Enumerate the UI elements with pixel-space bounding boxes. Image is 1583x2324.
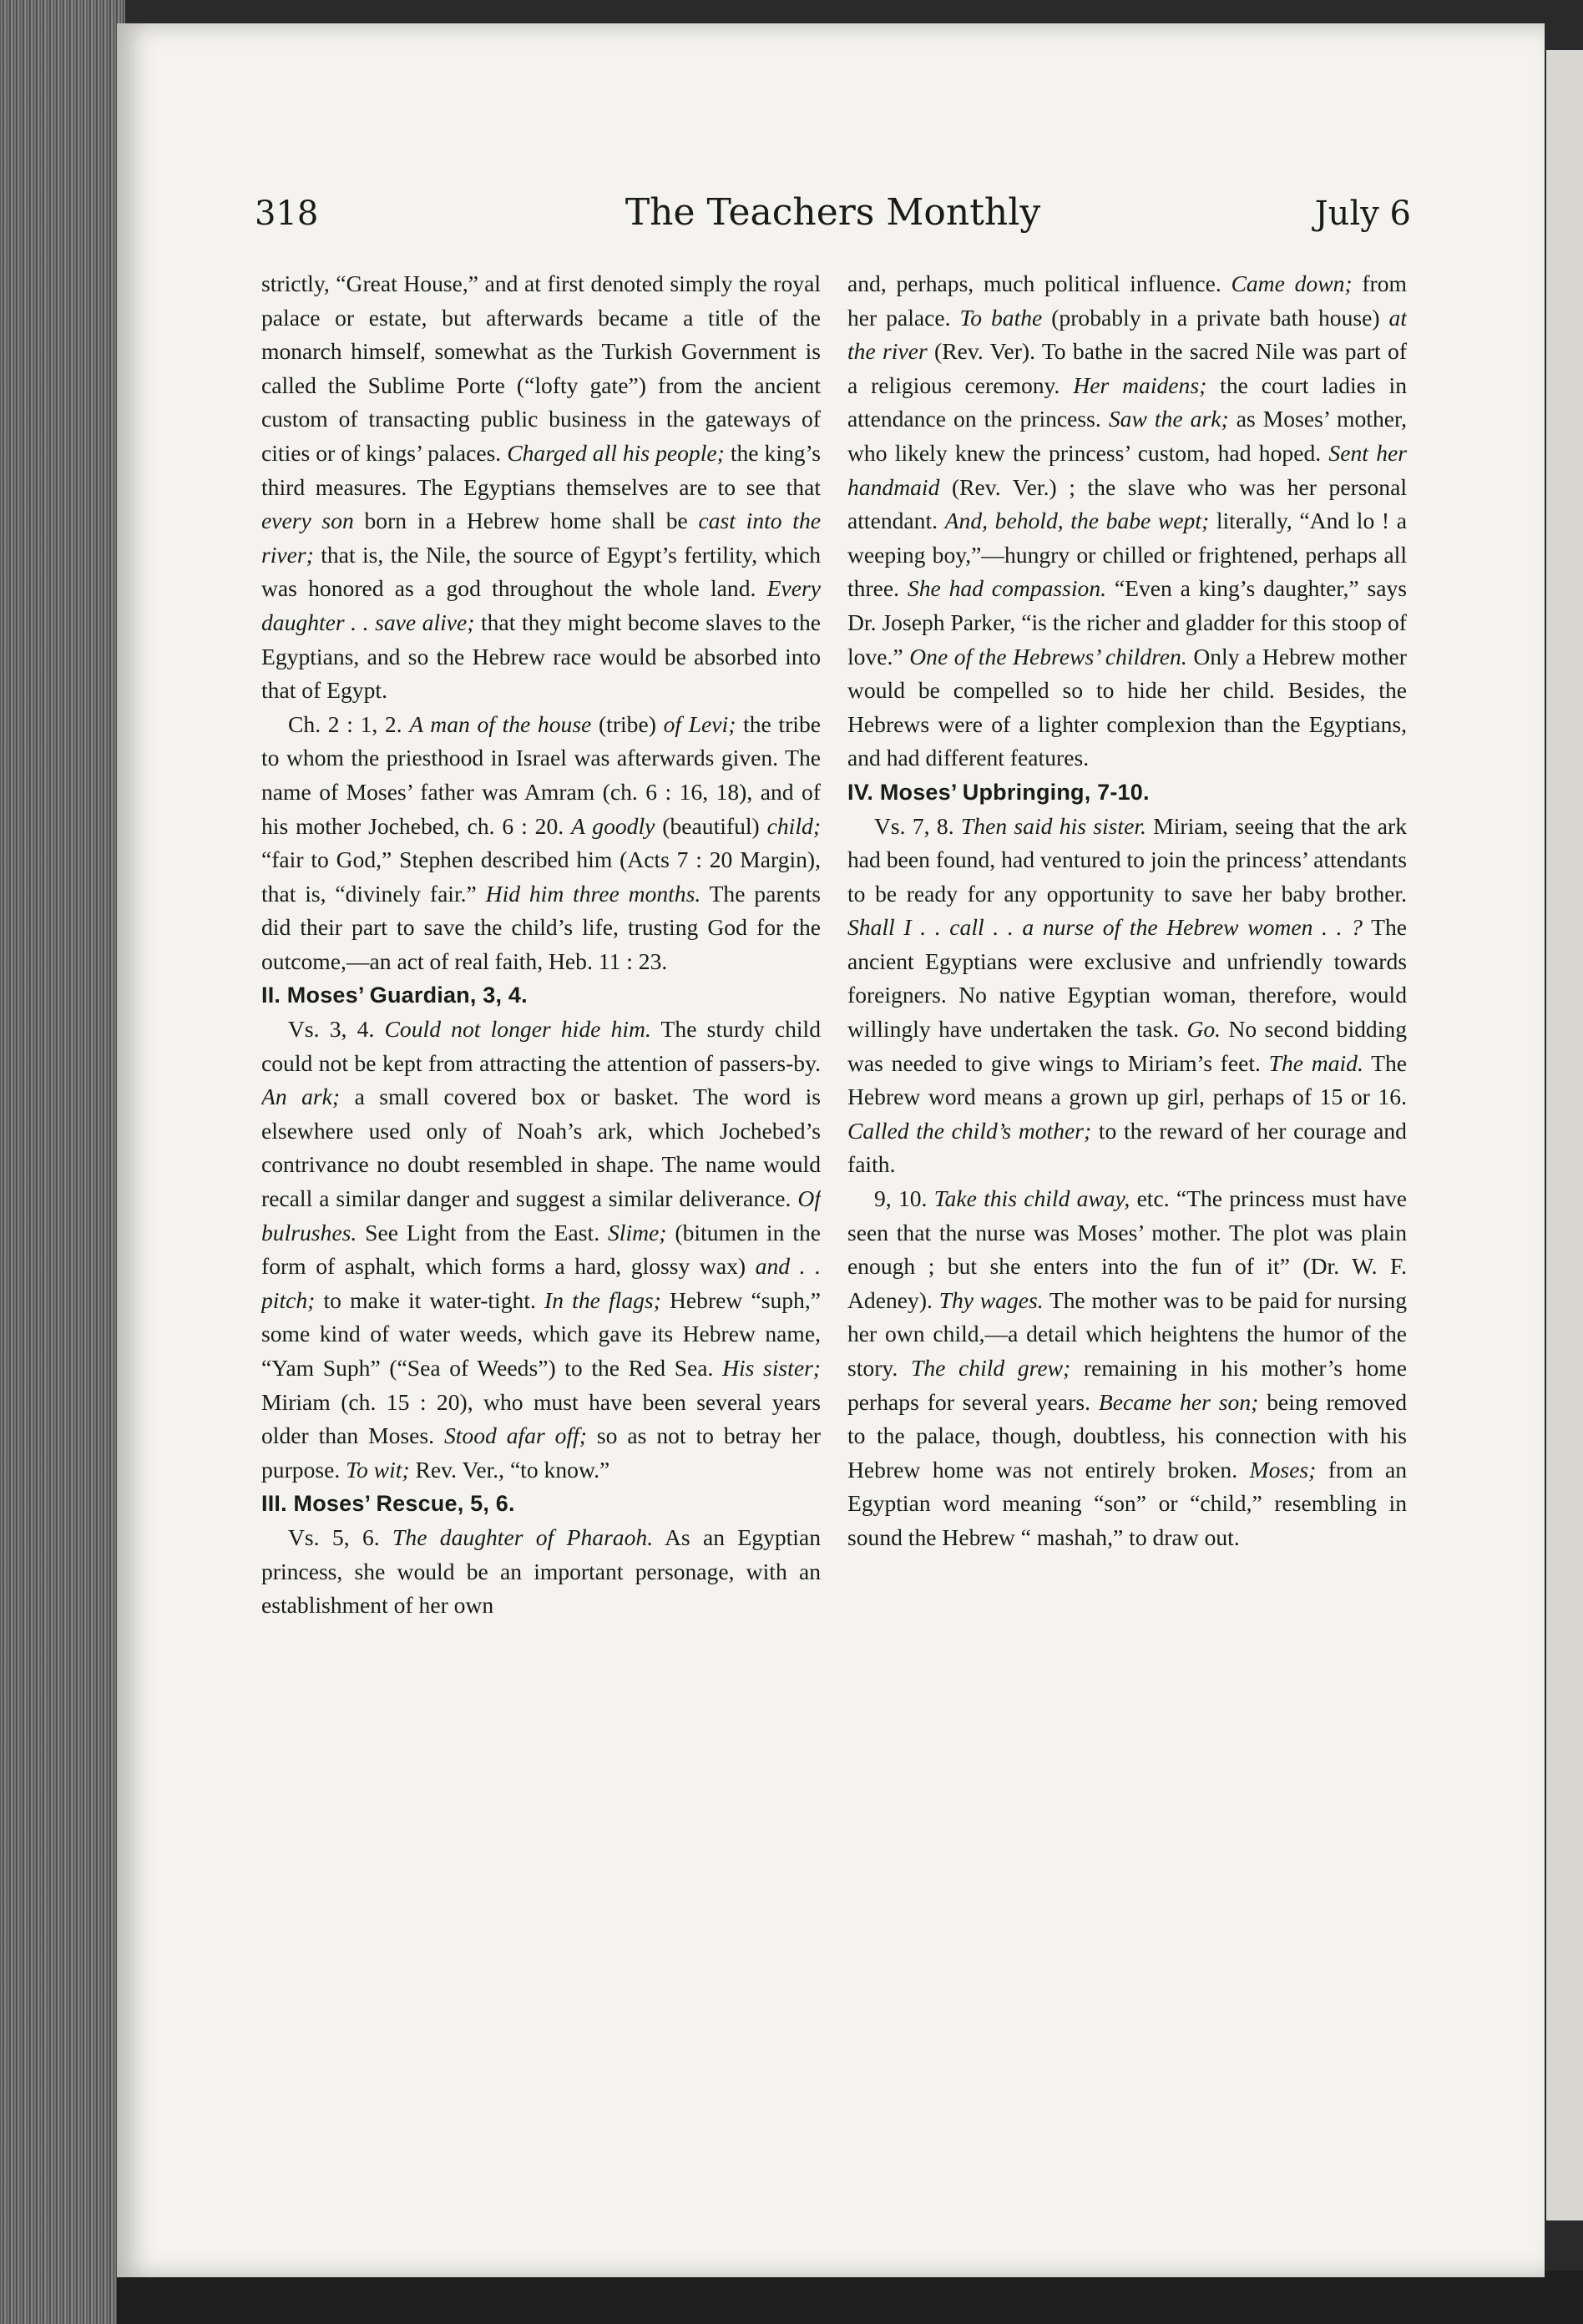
section-heading: II. Moses’ Guardian, 3, 4.	[261, 983, 528, 1008]
paragraph: strictly, “Great House,” and at first denoted simply the royal palace or estate, but afterwards became a title of the monarch himself, somewhat as the Turkish Government is called the Sublime Porte (“lofty gate”) from the ancient custom of transacting public business in the gateways of cities or of kings’ palaces. Charged all his people; the king’s third measures. The Egyptians themselves are to see that every son born in a Hebrew home shall be cast into the river; that is, the Nile, the source of Egypt’s fertility, which was honored as a god throughout the whole land. Every daughter . . save alive; that they might become slaves to the Egyptians, and so the Hebrew race would be absorbed into that of Egypt.	[261, 270, 821, 704]
running-header	[255, 188, 1411, 246]
paragraph: and, perhaps, much political influence. Came down; from her palace. To bathe (probably in a private bath house) at the river (Rev. Ver). To bathe in the sacred Nile was part of a religious ceremony. Her maidens; the court ladies in attendance on the princess. Saw the ark; as Moses’ mother, who likely knew the princess’ custom, had hoped. Sent her handmaid (Rev. Ver.) ; the slave who was her personal attendant. And, behold, the babe wept; literally, “And lo ! a weeping boy,”—hungry or chilled or frightened, perhaps all three. She had compassion. “Even a king’s daughter,” says Dr. Joseph Parker, “is the richer and gladder for this stoop of love.” One of the Hebrews’ children. Only a Hebrew mother would be compelled so to hide her child. Besides, the Hebrews were of a lighter complexion than the Egyptians, and had different features.	[847, 270, 1407, 771]
section-heading: III. Moses’ Rescue, 5, 6.	[261, 1491, 515, 1517]
paragraph: Vs. 3, 4. Could not longer hide him. The sturdy child could not be kept from attracting the attention of passers-by. An ark; a small covered box or basket. The word is elsewhere used only of Noah’s ark, which Jochebed’s contrivance no doubt resembled in shape. The name would recall a similar danger and suggest a similar deliverance. Of bulrushes. See Light from the East. Slime; (bitumen in the form of asphalt, which forms a hard, glossy wax) and . . pitch; to make it water-tight. In the flags; Hebrew “suph,” some kind of water weeds, which gave its Hebrew name, “Yam Suph” (“Sea of Weeds”) to the Red Sea. His sister; Miriam (ch. 15 : 20), who must have been several years older than Moses. Stood afar off; so as not to betray her purpose. To wit; Rev. Ver., “to know.”	[261, 1016, 821, 1483]
journal-title: The Teachers Monthly	[625, 191, 1041, 234]
page-number: 318	[255, 195, 319, 233]
paragraph: 9, 10. Take this child away, etc. “The princess must have seen that the nurse was Moses’ mother. The plot was plain enough ; but she enters into the fun of it” (Dr. W. F. Adeney). Thy wages. The mother was to be paid for nursing her own child,—a detail which heightens the humor of the story. The child grew; remaining in his mother’s home perhaps for several years. Became her son; being removed to the palace, though, doubtless, his connection with his Hebrew home was not entirely broken. Moses; from an Egyptian word meaning “son” or “child,” resembling in sound the Hebrew “ mashah,” to draw out.	[847, 1185, 1407, 1550]
scan-bottom-edge	[117, 2271, 1583, 2324]
paragraph: Vs. 7, 8. Then said his sister. Miriam, seeing that the ark had been found, had ventured to join the princess’ attendants to be ready for any opportunity to save her baby brother. Shall I . . call . . a nurse of the Hebrew women . . ? The ancient Egyptians were exclusive and unfriendly towards foreigners. No native Egyptian woman, therefore, would willingly have undertaken the task. Go. No second bidding was needed to give wings to Miriam’s feet. The maid. The Hebrew word means a grown up girl, perhaps of 15 or 16. Called the child’s mother; to the reward of her courage and faith.	[847, 812, 1407, 1178]
right-column	[847, 267, 1407, 2229]
issue-date: July 6	[1314, 195, 1411, 233]
section-heading: IV. Moses’ Upbringing, 7-10.	[847, 779, 1150, 805]
facing-page-edge	[1546, 50, 1583, 2220]
book-gutter	[0, 0, 125, 2324]
paragraph: Vs. 5, 6. The daughter of Pharaoh. As an Egyptian princess, she would be an important personage, with an establishment of her own	[261, 1523, 821, 1619]
paragraph: Ch. 2 : 1, 2. A man of the house (tribe) of Levi; the tribe to whom the priesthood in Israel was afterwards given. The name of Moses’ father was Amram (ch. 6 : 16, 18), and of his mother Jochebed, ch. 6 : 20. A goodly (beautiful) child; “fair to God,” Stephen described him (Acts 7 : 20 Margin), that is, “divinely fair.” Hid him three months. The parents did their part to save the child’s life, trusting God for the outcome,—an act of real faith, Heb. 11 : 23.	[261, 710, 821, 974]
left-column	[261, 267, 821, 2229]
